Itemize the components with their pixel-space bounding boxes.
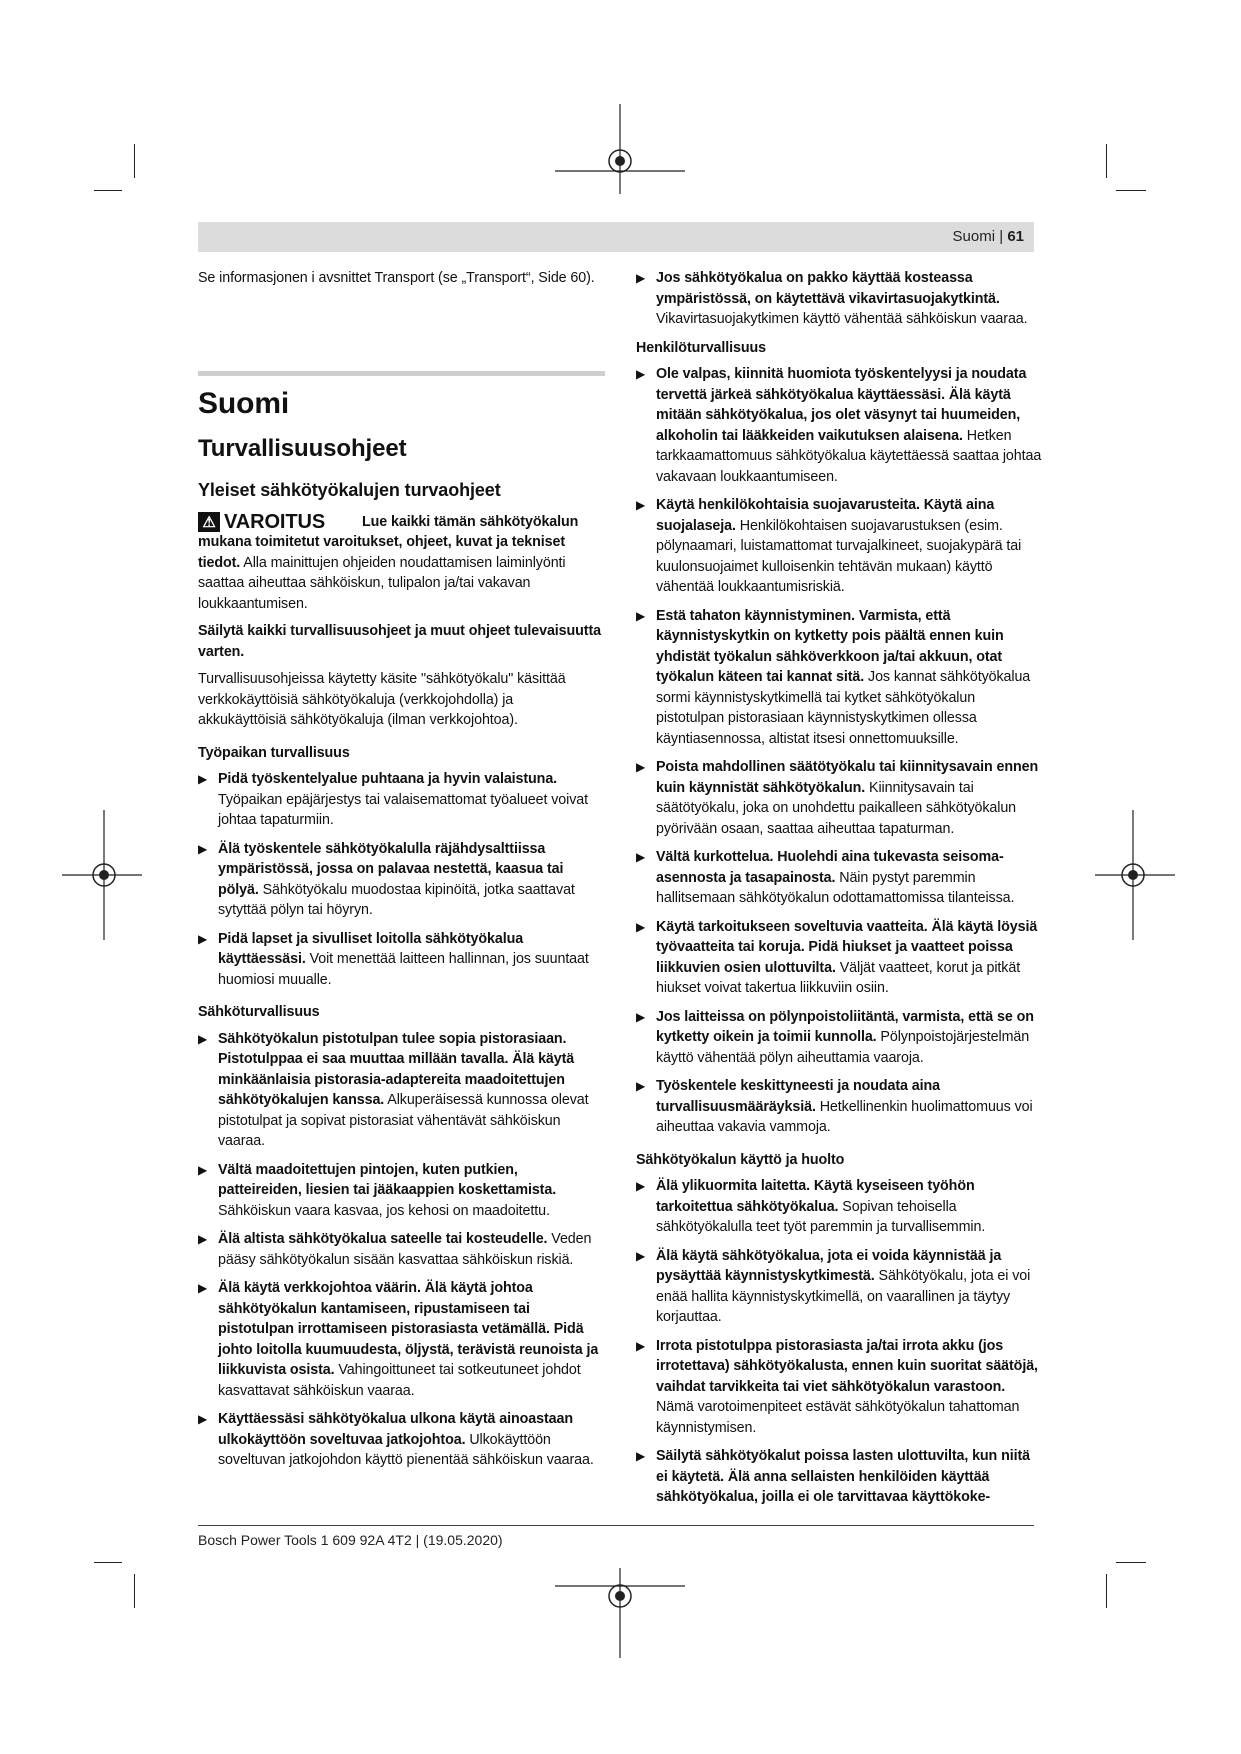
item-text: Sähkötyökalu muodostaa kipinöitä, jotka saattavat sytyttää pölyn tai höyryn. xyxy=(218,881,575,918)
item-text: Alkuperäisessä kunnossa olevat pistotulpat ja sopivat pistorasiat vähentävät sähköiskun vaaraa. xyxy=(218,1092,589,1149)
item-bold-text: Pidä lapset ja sivulliset loitolla sähkötyökalua käyttäessäsi. xyxy=(218,930,524,967)
item-text: Näin pystyt paremmin hallitsemaan sähkötyökalun odottamattomissa tilanteissa. xyxy=(656,869,1015,906)
bullet-icon: ▶ xyxy=(636,919,646,934)
list-item xyxy=(198,1029,605,1152)
bullet-icon: ▶ xyxy=(198,841,208,856)
bullet-icon: ▶ xyxy=(636,850,646,864)
header-language: Suomi xyxy=(952,228,996,245)
item-bold-text: Älä työskentele sähkötyökalulla räjähdysalttiissa ympäristössä, jossa on palavaa nestettä, kaasua tai pölyä. xyxy=(218,840,564,898)
item-bold-text: Estä tahaton käynnistyminen. Varmista, että käynnistyskytkin on kytketty pois päältä ennen kuin yhdistät työkalun sähköverkkoon ja/tai akkuun, otat työkalun käteen tai kannat sitä. xyxy=(656,607,1004,685)
item-text: Nämä varotoimenpiteet estävät sähkötyökalun tahattoman käynnistymisen. xyxy=(656,1399,1020,1436)
item-text: Vahingoittuneet tai sotkeutuneet johdot kasvattavat sähköiskun vaaraa. xyxy=(218,1362,581,1399)
list-item xyxy=(198,839,605,921)
list-item xyxy=(636,268,1044,330)
use-heading: Sähkötyökalun käyttö ja huolto xyxy=(636,1151,845,1168)
bullet-icon: ▶ xyxy=(636,367,646,381)
bullet-icon: ▶ xyxy=(198,772,208,786)
list-item xyxy=(198,1409,605,1471)
list-item xyxy=(636,1076,1044,1138)
item-bold-text: Pidä työskentelyalue puhtaana ja hyvin valaistuna. xyxy=(218,771,558,787)
work-area-list xyxy=(198,769,605,990)
item-text: Voit menettää laitteen hallinnan, jos suuntaat huomiosi muualle. xyxy=(218,951,589,988)
bullet-icon: ▶ xyxy=(198,931,208,946)
item-text: Sähkötyökalu, jota ei voi enää hallita käynnistyskytkimellä, on vaarallinen ja täytyy korjauttaa. xyxy=(656,1268,1031,1325)
personal-list xyxy=(636,364,1044,1138)
section-rule xyxy=(198,371,605,376)
personal-heading: Henkilöturvallisuus xyxy=(636,339,766,356)
section-title: Suomi xyxy=(198,386,290,420)
list-item xyxy=(636,1007,1044,1069)
warning-text: Alla mainittujen ohjeiden noudattamisen laiminlyönti saattaa aiheuttaa sähköiskun, tulipalon ja/tai vakavan loukkaantumisen. xyxy=(198,554,566,612)
footer-text: Bosch Power Tools 1 609 92A 4T2 | (19.05.2020) xyxy=(198,1532,503,1548)
bullet-icon: ▶ xyxy=(636,271,646,285)
warning-label-text: VAROITUS xyxy=(224,510,326,533)
item-bold-text: Säilytä sähkötyökalut poissa lasten ulottuvilta, kun niitä ei käytetä. Älä anna sellaisten henkilöiden käyttää sähkötyökalua, joilla ei ole tarvittavaa käyttökoke- xyxy=(656,1448,1030,1505)
item-text: Väljät vaatteet, korut ja pitkät hiukset voivat takertua liikkuviin osiin. xyxy=(656,959,1021,996)
list-item xyxy=(636,1176,1044,1238)
general-safety-title: Yleiset sähkötyökalujen turvaohjeet xyxy=(198,479,501,500)
item-text: Kiinnitysavain tai säätötyökalu, joka on unohdettu paikalleen sähkötyökalun pyörivään osaan, saattaa aiheuttaa tapaturman. xyxy=(656,779,1017,837)
item-bold-text: Älä käytä sähkötyökalua, jota ei voida käynnistää ja pysäyttää käynnistyskytkimestä. xyxy=(656,1247,1002,1284)
item-bold-text: Vältä maadoitettujen pintojen, kuten putkien, patteireiden, liesien tai jääkaappien koskettamista. xyxy=(218,1161,557,1198)
list-item xyxy=(636,1446,1044,1508)
bullet-icon: ▶ xyxy=(636,498,646,512)
list-item xyxy=(198,1229,605,1270)
header-text xyxy=(953,228,1024,245)
item-text: Hetken tarkkaamattomuus sähkötyökalua käytettäessä saattaa johtaa vakavaan loukkaantumiseen. xyxy=(656,427,1042,485)
bullet-icon: ▶ xyxy=(636,1449,646,1463)
item-text: Veden pääsy sähkötyökalun sisään kasvattaa sähköiskun riskiä. xyxy=(218,1231,592,1268)
first-item-list xyxy=(636,268,1044,330)
warning-icon: ⚠ xyxy=(198,512,220,532)
bullet-icon: ▶ xyxy=(636,608,646,623)
bullet-icon: ▶ xyxy=(636,1338,646,1353)
item-bold-text: Käytä tarkoitukseen soveltuvia vaatteita. Älä käytä löysiä työvaatteita tai koruja. Pidä hiukset ja vaatteet poissa liikkuvien osien ulottuvilta. xyxy=(656,918,1038,976)
electrical-heading: Sähköturvallisuus xyxy=(198,1004,320,1020)
list-item xyxy=(198,929,605,991)
item-text: Työpaikan epäjärjestys tai valaisemattomat työalueet voivat johtaa tapaturmiin. xyxy=(218,791,588,828)
item-bold-text: Sähkötyökalun pistotulpan tulee sopia pistorasiaan. Pistotulppaa ei saa muuttaa millään tavalla. Älä käytä minkäänlaisia pistorasia-adaptereita maadoitettujen sähkötyökalujen kanssa. xyxy=(218,1030,575,1108)
item-bold-text: Ole valpas, kiinnitä huomiota työskentelyysi ja noudata tervettä järkeä sähkötyökalua käyttäessäsi. Älä käytä mitään sähkötyökalua, jos olet väsynyt tai huumeiden, alkoholin tai lääkkeiden vaikutuksen alaisena. xyxy=(656,366,1027,444)
bullet-icon: ▶ xyxy=(636,1248,646,1263)
warning-paragraph xyxy=(198,512,605,615)
list-item xyxy=(636,606,1044,750)
page-header xyxy=(198,222,1034,252)
bullet-icon: ▶ xyxy=(636,1009,646,1024)
item-bold-text: Vältä kurkottelua. Huolehdi aina tukevasta seisoma-asennosta ja tasapainosta. xyxy=(656,849,1004,886)
warning-bold: Lue kaikki tämän sähkötyökalun mukana toimitetut varoitukset, ohjeet, kuvat ja tekniset tiedot. xyxy=(198,513,579,571)
page-number: 61 xyxy=(1007,228,1024,245)
bullet-icon: ▶ xyxy=(198,1281,208,1295)
item-bold-text: Älä käytä verkkojohtoa väärin. Älä käytä johtoa sähkötyökalun kantamiseen, ripustamiseen tai pistotulpan irrottamiseen pistorasiasta vetämällä. Pidä johto loitolla kuumuudesta, öljystä, terävistä reunoista ja liikkuvista osista. xyxy=(218,1280,599,1378)
item-bold-text: Jos sähkötyökalua on pakko käyttää kosteassa ympäristössä, on käytettävä vikavirtasuojakytkintä. xyxy=(656,270,1000,307)
keep-instructions: Säilytä kaikki turvallisuusohjeet ja muut ohjeet tulevaisuutta varten. xyxy=(198,623,601,660)
safety-title: Turvallisuusohjeet xyxy=(198,434,407,462)
work-area-heading: Työpaikan turvallisuus xyxy=(198,744,350,761)
item-bold-text: Käytä henkilökohtaisia suojavarusteita. Käytä aina suojalaseja. xyxy=(656,497,995,534)
item-text: Henkilökohtaisen suojavarustuksen (esim. pölynaamari, luistamattomat turvajalkineet, suojakypärä tai kuulonsuojaimet kulloisenkin tehtävän mukaan) käyttö vähentää loukkaantumisriskiä. xyxy=(656,517,1022,595)
item-text: Hetkellinenkin huolimattomuus voi aiheuttaa vakavia vammoja. xyxy=(656,1098,1033,1135)
term-definition: Turvallisuusohjeissa käytetty käsite "sähkötyökalu" käsittää verkkokäyttöisiä sähkötyökaluja (verkkojohdolla) ja akkukäyttöisiä sähkötyökaluja (ilman verkkojohtoa). xyxy=(198,671,566,728)
list-item xyxy=(636,917,1044,999)
item-bold-text: Käyttäessäsi sähkötyökalua ulkona käytä ainoastaan ulkokäyttöön soveltuvaa jatkojohtoa. xyxy=(218,1411,573,1448)
list-item xyxy=(636,847,1044,909)
bullet-icon: ▶ xyxy=(636,760,646,774)
list-item xyxy=(198,1278,605,1401)
bullet-icon: ▶ xyxy=(198,1232,208,1246)
electrical-list xyxy=(198,1029,605,1471)
left-column xyxy=(198,268,605,1479)
item-bold-text: Älä ylikuormita laitetta. Käytä kyseiseen työhön tarkoitettua sähkötyökalua. xyxy=(656,1178,975,1215)
registration-mark-left xyxy=(62,810,142,940)
right-column xyxy=(636,268,1044,1516)
list-item xyxy=(636,364,1044,487)
bullet-icon: ▶ xyxy=(636,1179,646,1193)
registration-mark-bottom xyxy=(555,1568,685,1658)
intro-text: Se informasjonen i avsnittet Transport (se „Transport“, Side 60). xyxy=(198,270,595,286)
item-text: Vikavirtasuojakytkimen käyttö vähentää sähköiskun vaaraa. xyxy=(656,311,1028,327)
item-text: Sopivan tehoisella sähkötyökalulla teet työt paremmin ja turvallisemmin. xyxy=(656,1198,986,1235)
item-text: Sähköiskun vaara kasvaa, jos kehosi on maadoitettu. xyxy=(218,1202,550,1219)
bullet-icon: ▶ xyxy=(198,1412,208,1426)
registration-mark-right xyxy=(1095,810,1175,940)
bullet-icon: ▶ xyxy=(636,1079,646,1093)
use-list xyxy=(636,1176,1044,1508)
list-item xyxy=(198,769,605,831)
item-bold-text: Työskentele keskittyneesti ja noudata aina turvallisuusmääräyksiä. xyxy=(656,1078,940,1115)
item-text: Pölynpoistojärjestelmän käyttö vähentää pölyn aiheuttamia vaaroja. xyxy=(656,1029,1030,1066)
footer-rule xyxy=(198,1525,1034,1526)
list-item xyxy=(636,757,1044,839)
list-item xyxy=(636,1246,1044,1328)
list-item xyxy=(636,1336,1044,1439)
item-text: Ulkokäyttöön soveltuvan jatkojohdon käyttö pienentää sähköiskun vaaraa. xyxy=(218,1431,594,1468)
header-separator: | xyxy=(999,228,1004,245)
item-bold-text: Jos laitteissa on pölynpoistoliitäntä, varmista, että se on kytketty oikein ja toimii kunnolla. xyxy=(656,1008,1034,1045)
item-text: Jos kannat sähkötyökalua sormi käynnistyskytkimellä tai kytket sähkötyökalun pistotulpan pistorasiaan käynnistyskytkimen ollessa käyntiasennossa, altistat itsesi onnettomuuksille. xyxy=(656,669,1031,747)
item-bold-text: Älä altista sähkötyökalua sateelle tai kosteudelle. xyxy=(218,1231,548,1247)
registration-mark-top xyxy=(555,104,685,194)
bullet-icon: ▶ xyxy=(198,1162,208,1177)
item-bold-text: Poista mahdollinen säätötyökalu tai kiinnitysavain ennen kuin käynnistät sähkötyökalun. xyxy=(656,759,1039,796)
warning-label xyxy=(198,512,356,533)
list-item xyxy=(198,1160,605,1222)
item-bold-text: Irrota pistotulppa pistorasiasta ja/tai irrota akku (jos irrotettava) sähkötyökalusta, ennen kuin suoritat säätöjä, vaihdat tarvikkeita tai viet sähkötyökalun varastoon. xyxy=(656,1337,1038,1395)
list-item xyxy=(636,495,1044,598)
bullet-icon: ▶ xyxy=(198,1031,208,1046)
